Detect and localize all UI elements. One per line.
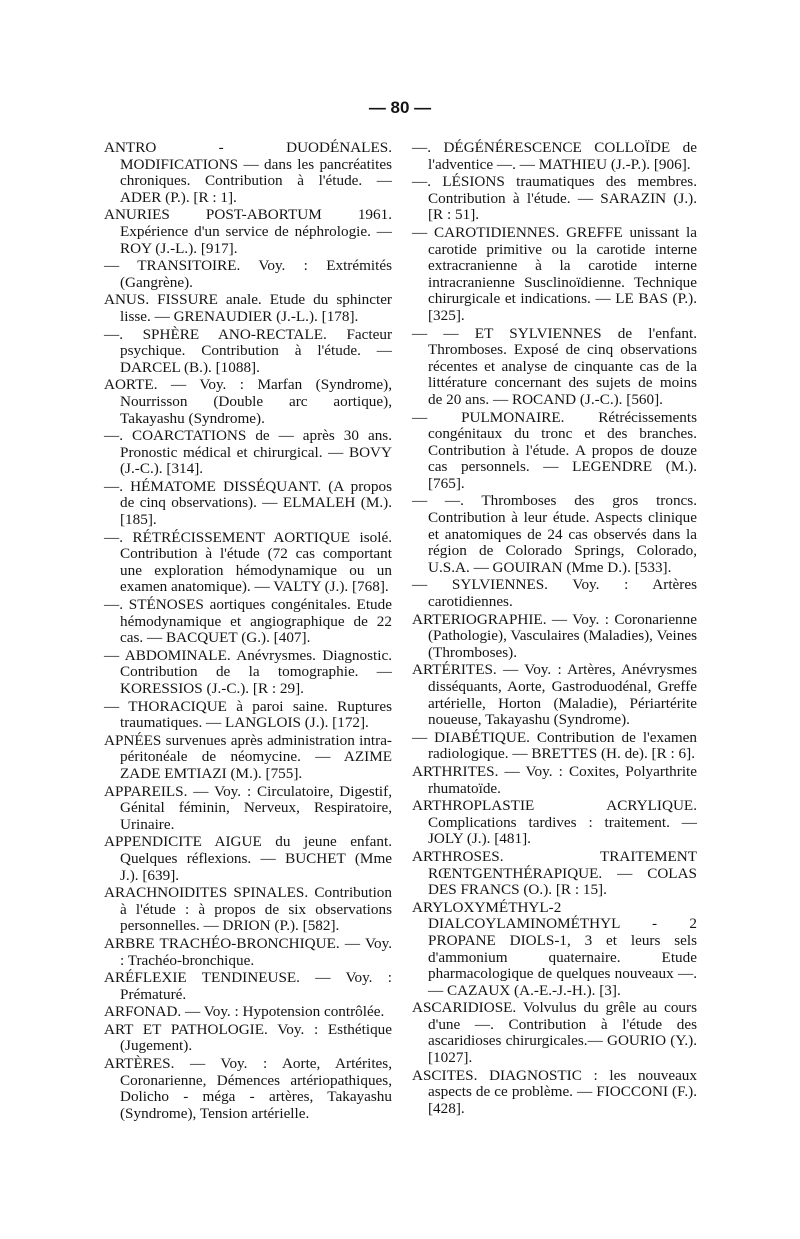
index-entry: —. HÉMATOME DISSÉQUANT. (A propos de cinq observations). — ELMALEH (M.). [185]. — [104, 477, 392, 529]
index-entry: —. STÉNOSES aortiques congénitales. Etude hémodynamique et angiographique de 22 cas. — BACQUET (G.). [407]. — [104, 596, 392, 647]
index-entry: ANURIES POST-ABORTUM 1961. Expérience d'un service de néphrologie. — ROY (J.-L.). [917]. — [104, 206, 392, 257]
index-entry: —. SPHÈRE ANO-RECTALE. Facteur psychique. Contribution à l'étude. — DARCEL (B.). [1088]. — [104, 325, 392, 376]
index-entry: ARTHROPLASTIE ACRYLIQUE. Complications tardives : traitement. — JOLY (J.). [481]. — [412, 797, 697, 848]
index-entry: ARBRE TRACHÉO-BRONCHIQUE. — Voy. : Trachéo-bronchique. — [104, 934, 392, 969]
index-entry: ARFONAD. — Voy. : Hypotension contrôlée. — [104, 1003, 385, 1021]
index-entry: — ABDOMINALE. Anévrysmes. Diagnostic. Contribution de la tomographie. — KORESSIOS (J.-C.). [R : 29]. — [104, 646, 392, 697]
index-entry: APPENDICITE AIGUE du jeune enfant. Quelques réflexions. — BUCHET (Mme J.). [639]. — [104, 833, 392, 884]
page-number: — 80 — — [368, 98, 432, 117]
left-column — [104, 140, 392, 1123]
index-entry: AORTE. — Voy. : Marfan (Syndrome), Nourrisson (Double arc aortique), Takayashu (Syndrome). — [104, 376, 392, 427]
index-entry: APNÉES survenues après administration intra-péritonéale de néomycine. — AZIME ZADE EMTIAZI (M.). [755]. — [104, 731, 392, 782]
index-entry: —. RÉTRÉCISSEMENT AORTIQUE isolé. Contribution à l'étude (72 cas comportant une exploration hémodynamique ou un examen anatomique). — VALTY (J.). [768]. — [104, 528, 392, 596]
index-entry: ARTÈRES. — Voy. : Aorte, Artérites, Coronarienne, Démences artériopathiques, Dolicho - méga - artères, Takayashu (Syndrome), Tension artérielle. — [104, 1055, 392, 1122]
index-entry: ARYLOXYMÉTHYL-2 DIALCOYLAMINOMÉTHYL - 2 PROPANE DIOLS-1, 3 et leurs sels d'ammonium quaternaire. Etude pharmacologique de quelques nouveaux —. — CAZAUX (A.-E.-J.-H.). [3]. — [412, 898, 697, 999]
index-entry: ANTRO - DUODÉNALES. MODIFICATIONS — dans les pancréatites chroniques. Contribution à l'étude. — ADER (P.). [R : 1]. — [104, 139, 392, 206]
index-entry: ANUS. FISSURE anale. Etude du sphincter lisse. — GRENAUDIER (J.-L.). [178]. — [104, 291, 392, 325]
index-entry: —. LÉSIONS traumatiques des membres. Contribution à l'étude. — SARAZIN (J.). [R : 51]. — [412, 173, 697, 224]
index-entry: ARÉFLEXIE TENDINEUSE. — Voy. : Prématuré. — [104, 969, 392, 1003]
index-entry: ARTHRITES. — Voy. : Coxites, Polyarthrite rhumatoïde. — [412, 762, 697, 797]
index-entry: ARTERIOGRAPHIE. — Voy. : Coronarienne (Pathologie), Vasculaires (Maladies), Veines (Thromboses). — [412, 610, 697, 661]
index-entry: — THORACIQUE à paroi saine. Ruptures traumatiques. — LANGLOIS (J.). [172]. — [104, 697, 392, 732]
index-entry: ARTÉRITES. — Voy. : Artères, Anévrysmes disséquants, Aorte, Gastroduodénal, Greffe artérielle, Horton (Maladie), Périartérite noueuse, Takayashu (Syndrome). — [412, 661, 697, 729]
index-entry: — —. Thromboses des gros troncs. Contribution à leur étude. Aspects clinique et anatomiques de 24 cas observés dans la région de Colorado Springs, Colorado, U.S.A. — GOUIRAN (Mme D.). [533]. — [412, 492, 697, 576]
index-entry: — TRANSITOIRE. Voy. : Extrémités (Gangrène). — [104, 257, 392, 291]
index-entry: — CAROTIDIENNES. GREFFE unissant la carotide primitive ou la carotide interne extracranienne à la carotide interne intracranienne Susclinoïdienne. Technique chirurgicale et indications. — LE BAS (P.). [325]. — [412, 223, 697, 324]
right-column — [412, 140, 697, 1118]
index-entry: —. DÉGÉNÉRESCENCE COLLOÏDE de l'adventice —. — MATHIEU (J.-P.). [906]. — [412, 139, 697, 173]
index-entry: APPAREILS. — Voy. : Circulatoire, Digestif, Génital féminin, Nerveux, Respiratoire, Urinaire. — [104, 782, 392, 833]
index-entry: ARTHROSES. TRAITEMENT RŒNTGENTHÉRAPIQUE. — COLAS DES FRANCS (O.). [R : 15]. — [412, 847, 697, 899]
index-entry: — DIABÉTIQUE. Contribution de l'examen radiologique. — BRETTES (H. de). [R : 6]. — [412, 728, 697, 763]
index-entry: — PULMONAIRE. Rétrécissements congénitaux du tronc et des branches. Contribution à l'étude. A propos de douze cas personnels. — LEGENDRE (M.). [765]. — [412, 408, 697, 492]
index-entry: —. COARCTATIONS de — après 30 ans. Pronostic médical et chirurgical. — BOVY (J.-C.). [314]. — [104, 427, 392, 478]
index-entry: — SYLVIENNES. Voy. : Artères carotidiennes. — [412, 576, 697, 611]
index-entry: ASCARIDIOSE. Volvulus du grêle au cours d'une —. Contribution à l'étude des ascaridioses chirurgicales.— GOURIO (Y.). [1027]. — [412, 999, 697, 1067]
index-entry: ART ET PATHOLOGIE. Voy. : Esthétique (Jugement). — [104, 1020, 392, 1055]
index-entry: ARACHNOIDITES SPINALES. Contribution à l'étude : à propos de six observations personnelles. — DRION (P.). [582]. — [104, 884, 392, 935]
index-entry: ASCITES. DIAGNOSTIC : les nouveaux aspects de ce problème. — FIOCCONI (F.). [428]. — [412, 1066, 697, 1117]
index-entry: — — ET SYLVIENNES de l'enfant. Thromboses. Exposé de cinq observations récentes et analyse de cinquante cas de la littérature concernant des sujets de moins de 20 ans. — ROCAND (J.-C.). [560]. — [412, 324, 697, 408]
